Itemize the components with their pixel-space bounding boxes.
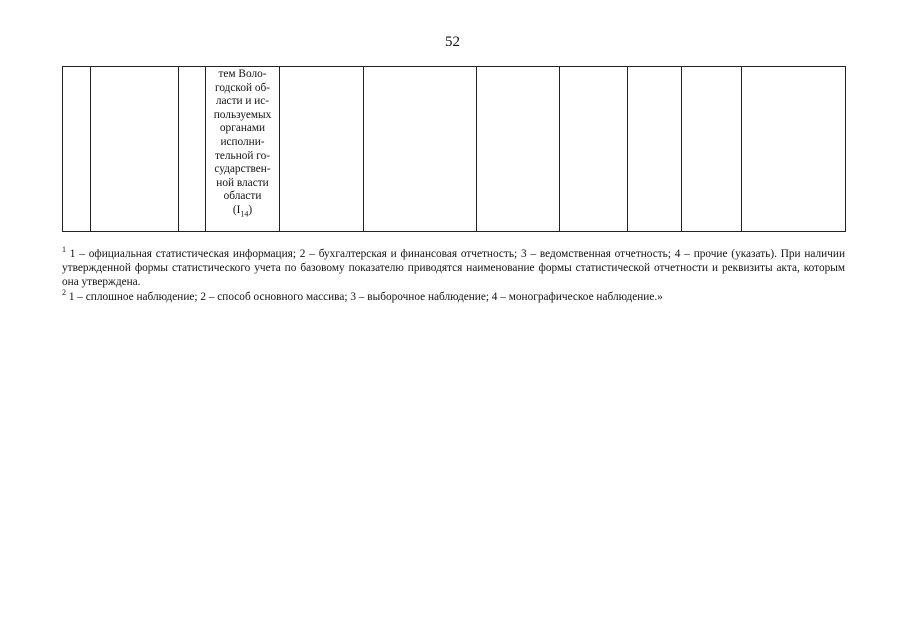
cell-line: пользуемых (213, 108, 272, 121)
cell-line: тельной го- (214, 149, 271, 162)
footnote-text: 1 – официальная статистическая информация; 2 – бухгалтерская и финансовая отчетность; 3 – ведомственная отчетность; 4 – прочие (указать). При наличии утвержденной формы статистического учета по базовому показателю приводятся наименование формы статистической отчетности и реквизиты акта, которым она утверждена. (62, 248, 845, 288)
table-cell (560, 67, 628, 232)
cell-line: сударствен- (214, 163, 271, 176)
footnote-text: 1 – сплошное наблюдение; 2 – способ основного массива; 3 – выборочное наблюдение; 4 – монографическое наблюдение.» (66, 291, 663, 303)
table-cell (682, 67, 742, 232)
table-cell (477, 67, 560, 232)
cell-line: ной власти (216, 176, 269, 189)
footnote-marker: 2 (62, 288, 66, 298)
table-cell (179, 67, 206, 232)
indicator-table (62, 66, 846, 232)
cell-line: годской об- (214, 81, 271, 94)
indicator-suffix: ) (248, 203, 253, 216)
cell-line: исполни- (220, 135, 265, 148)
cell-line: тем Воло- (218, 68, 267, 80)
footnote-marker: 1 (62, 245, 66, 255)
table-cell (63, 67, 91, 232)
footnote-1 (62, 247, 845, 289)
page-number: 52 (445, 34, 460, 50)
cell-line: органами (219, 122, 266, 135)
indicator-subscript: 14 (240, 209, 249, 219)
indicator-code (206, 204, 279, 221)
table-row (63, 67, 846, 232)
table-cell (628, 67, 682, 232)
cell-line: области (223, 190, 262, 203)
cell-line: ласти и ис- (215, 95, 270, 108)
cell-text-block (206, 67, 279, 221)
table-cell-text (206, 67, 280, 232)
table-cell (280, 67, 364, 232)
indicator-prefix: (I (232, 203, 241, 216)
table-cell (364, 67, 477, 232)
table-cell (742, 67, 846, 232)
footnotes (62, 247, 845, 305)
footnote-2 (62, 290, 845, 304)
table-cell (91, 67, 179, 232)
